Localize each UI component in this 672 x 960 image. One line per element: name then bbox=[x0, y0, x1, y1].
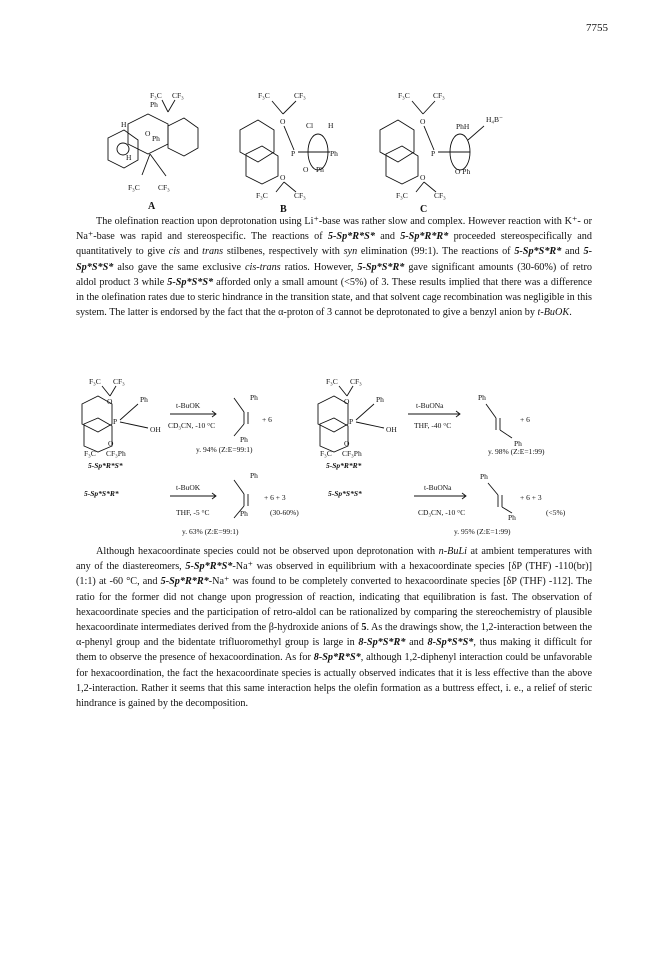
svg-text:CF₃: CF₃ bbox=[350, 377, 362, 386]
svg-text:H: H bbox=[121, 120, 127, 129]
svg-text:B: B bbox=[280, 204, 287, 215]
svg-text:O: O bbox=[145, 129, 151, 138]
svg-text:Ph: Ph bbox=[250, 393, 258, 402]
svg-text:+ 6 + 3: + 6 + 3 bbox=[520, 493, 542, 502]
svg-text:CF₃: CF₃ bbox=[113, 377, 125, 386]
svg-text:O Ph: O Ph bbox=[455, 167, 471, 176]
svg-text:5-Sp*R*R*: 5-Sp*R*R* bbox=[326, 461, 362, 470]
structure-c bbox=[380, 91, 503, 215]
svg-text:5-Sp*R*S*: 5-Sp*R*S* bbox=[88, 461, 123, 470]
svg-text:F₃C: F₃C bbox=[150, 91, 162, 100]
svg-text:y. 63% (Z:E=99:1): y. 63% (Z:E=99:1) bbox=[182, 527, 239, 536]
svg-text:F₃C: F₃C bbox=[258, 91, 270, 100]
svg-text:O: O bbox=[344, 397, 350, 406]
svg-text:C: C bbox=[420, 204, 428, 215]
svg-text:O: O bbox=[420, 117, 426, 126]
svg-text:Ph: Ph bbox=[150, 100, 158, 109]
svg-text:t-BuOK: t-BuOK bbox=[176, 401, 201, 410]
svg-text:t-BuONa: t-BuONa bbox=[416, 401, 444, 410]
svg-text:CF₃: CF₃ bbox=[172, 91, 184, 100]
svg-text:Ph: Ph bbox=[478, 393, 486, 402]
paragraph-hexacoordinate: Although hexacoordinate species could not be observed upon deprotonation with n-BuLi at ambient temperatures with any of the diastereomers, 5-Sp*R*S*-Na⁺ was observed in equilibrium with a hexacoordinate species [δP (THF) -110(br)](1:1) at -60 °C, and 5-Sp*R*R*-Na⁺ was found to be completely converted to hexacoordinate species [δP (THF) -112]. The ratio for the former did not change upon progression of reaction, indicating that equilibration is fast. The observation of hexacoordinate species and the participation of retro-aldol can be rationalized by comparing the stereochemistry of plausible hexacoordinate intermediates derived from the β-hydroxide anions of 5. As the drawings show, the 1,2-interaction between the α-phenyl group and the bidentate trifluoromethyl group is large in 8-Sp*S*R* and 8-Sp*S*S*, thus making it difficult for them to observe the presence of hexacoordination. As for 8-Sp*R*S*, although 1,2-diphenyl interaction could be unfavorable for hexacoordination, the fact the hexacoordinate species is actually observed indicates that it is less effective than the above 1,2-interaction. Rather it seems that this same interaction helps the olefin formation as a buttress effect, i. e., a relief of steric hindrance is gained by the decomposition. bbox=[76, 546, 593, 710]
svg-text:F₃C: F₃C bbox=[128, 183, 140, 192]
svg-text:(<5%): (<5%) bbox=[546, 508, 566, 517]
svg-text:Ph: Ph bbox=[376, 395, 384, 404]
svg-text:5-Sp*S*R*: 5-Sp*S*R* bbox=[84, 489, 119, 498]
reaction-4 bbox=[328, 472, 566, 536]
svg-text:CD₃CN, -10 °C: CD₃CN, -10 °C bbox=[168, 421, 216, 430]
svg-text:+ 6 + 3: + 6 + 3 bbox=[264, 493, 286, 502]
svg-text:+ 6: + 6 bbox=[520, 415, 530, 424]
svg-text:O: O bbox=[344, 439, 350, 448]
paragraph-olefination: The olefination reaction upon deprotonation using Li⁺-base was rather slow and complex. However reaction with K⁺- or Na⁺-base was rapid and stereospecific. The reactions of 5-Sp*R*S* and 5-Sp*R*R* proceeded stereospecifically and quantitatively to give cis and trans stilbenes, respectively with syn elimination (99:1). The reactions of 5-Sp*S*R* and 5-Sp*S*S* also gave the same exclusive cis-trans ratios. However, 5-Sp*S*R* gave significant amounts (30-60%) of retro aldol product 3 while 5-Sp*S*S* afforded only a small amount (<5%) of 3. These results implied that there was a difference in the olefination rates due to steric hindrance in the transition state, and that solvent cage recombination was negligible in this system. The latter is endorsed by the fact that the α-proton of 3 cannot be deprotonated to give a benzyl anion by t-BuOK. bbox=[76, 216, 593, 319]
svg-text:CF₃: CF₃ bbox=[294, 191, 306, 200]
svg-text:F₃C: F₃C bbox=[396, 191, 408, 200]
svg-text:CF₃: CF₃ bbox=[158, 183, 170, 192]
svg-text:Ph: Ph bbox=[240, 435, 248, 444]
structure-b bbox=[240, 91, 338, 215]
svg-text:Ph: Ph bbox=[140, 395, 148, 404]
svg-text:O: O bbox=[303, 165, 309, 174]
svg-text:CD₃CN, -10 °C: CD₃CN, -10 °C bbox=[418, 508, 466, 517]
svg-text:Ph: Ph bbox=[316, 165, 324, 174]
svg-text:H: H bbox=[328, 121, 334, 130]
svg-text:H₄B⁻: H₄B⁻ bbox=[486, 115, 503, 124]
svg-text:H: H bbox=[126, 153, 132, 162]
svg-text:Ph: Ph bbox=[330, 149, 338, 158]
svg-text:F₃C: F₃C bbox=[84, 449, 96, 458]
svg-text:CF₃: CF₃ bbox=[434, 191, 446, 200]
structure-a bbox=[108, 91, 198, 212]
svg-text:F₃C: F₃C bbox=[398, 91, 410, 100]
page-number: 7755 bbox=[586, 22, 608, 34]
svg-text:Ph: Ph bbox=[250, 471, 258, 480]
svg-text:O: O bbox=[420, 173, 426, 182]
svg-text:(30-60%): (30-60%) bbox=[270, 508, 299, 517]
svg-text:Cl: Cl bbox=[306, 121, 314, 130]
svg-text:F₃C: F₃C bbox=[320, 449, 332, 458]
reaction-2 bbox=[318, 377, 545, 470]
svg-text:O: O bbox=[108, 439, 114, 448]
svg-text:P: P bbox=[349, 417, 354, 426]
svg-text:CF₃: CF₃ bbox=[433, 91, 445, 100]
svg-text:CF₃Ph: CF₃Ph bbox=[342, 449, 362, 458]
svg-text:P: P bbox=[291, 149, 296, 158]
svg-text:t-BuONa: t-BuONa bbox=[424, 483, 452, 492]
svg-text:O: O bbox=[280, 173, 286, 182]
svg-text:y. 95% (Z:E=1:99): y. 95% (Z:E=1:99) bbox=[454, 527, 511, 536]
svg-text:5-Sp*S*S*: 5-Sp*S*S* bbox=[328, 489, 362, 498]
svg-text:Ph: Ph bbox=[240, 509, 248, 518]
svg-text:+ 6: + 6 bbox=[262, 415, 272, 424]
svg-text:Ph: Ph bbox=[514, 439, 522, 448]
svg-text:THF, -5 °C: THF, -5 °C bbox=[176, 508, 210, 517]
svg-text:y. 98% (Z:E=1:99): y. 98% (Z:E=1:99) bbox=[488, 447, 545, 456]
svg-text:THF, -40 °C: THF, -40 °C bbox=[414, 421, 452, 430]
svg-text:O: O bbox=[280, 117, 286, 126]
svg-text:OH: OH bbox=[150, 425, 161, 434]
reaction-1 bbox=[82, 377, 272, 470]
svg-text:P: P bbox=[431, 149, 436, 158]
svg-text:Ph: Ph bbox=[152, 134, 160, 143]
svg-text:Ph: Ph bbox=[508, 513, 516, 522]
reaction-3 bbox=[84, 471, 299, 536]
svg-text:OH: OH bbox=[386, 425, 397, 434]
svg-text:CF₃Ph: CF₃Ph bbox=[106, 449, 126, 458]
svg-text:O: O bbox=[107, 397, 113, 406]
svg-text:F₃C: F₃C bbox=[326, 377, 338, 386]
svg-text:y. 94% (Z:E=99:1): y. 94% (Z:E=99:1) bbox=[196, 445, 253, 454]
svg-text:F₃C: F₃C bbox=[89, 377, 101, 386]
svg-text:F₃C: F₃C bbox=[256, 191, 268, 200]
svg-text:t-BuOK: t-BuOK bbox=[176, 483, 201, 492]
svg-text:Ph: Ph bbox=[480, 472, 488, 481]
svg-text:PhH: PhH bbox=[456, 122, 470, 131]
svg-text:A: A bbox=[148, 201, 156, 212]
svg-text:P: P bbox=[113, 417, 118, 426]
svg-text:CF₃: CF₃ bbox=[294, 91, 306, 100]
